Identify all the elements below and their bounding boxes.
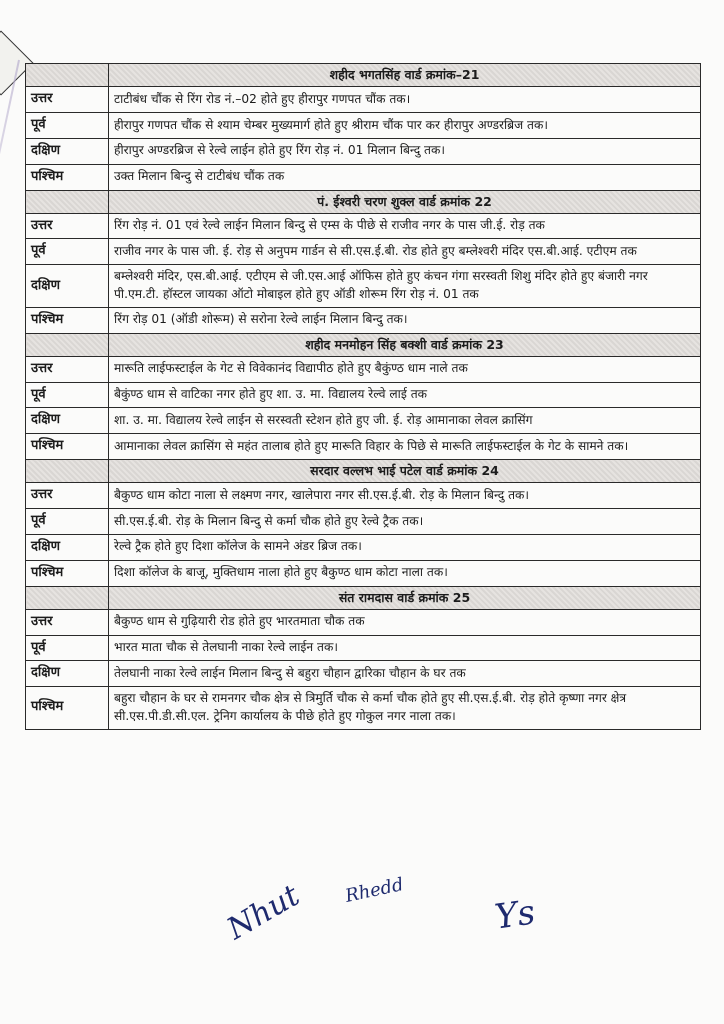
boundary-description: मारूति लाईफस्टाईल के गेट से विवेकानंद विद्यापीठ होते हुए बैकुंण्ठ धाम नाले तक (109, 356, 701, 382)
boundary-row (26, 509, 701, 535)
boundary-description: रिंग रोड़ 01 (ऑडी शोरूम) से सरोना रेल्वे लाईन मिलान बिन्दु तक। (109, 307, 701, 333)
boundary-description: बैकुंण्ठ धाम से वाटिका नगर होते हुए शा. उ. मा. विद्यालय रेल्वे लाई तक (109, 382, 701, 408)
boundary-row (26, 434, 701, 460)
ward-header-row (26, 333, 701, 356)
boundary-row (26, 356, 701, 382)
boundary-direction: उत्तर (26, 483, 109, 509)
ward-header-row (26, 460, 701, 483)
boundary-description: भारत माता चौक से तेलघानी नाका रेल्वे लाईन तक। (109, 635, 701, 661)
boundary-direction: पूर्व (26, 382, 109, 408)
ward-header-blank-cell (26, 333, 109, 356)
boundary-direction: दक्षिण (26, 408, 109, 434)
boundary-direction: उत्तर (26, 356, 109, 382)
ward-header-row (26, 586, 701, 609)
signature-1: Nhut (221, 878, 306, 947)
boundary-description: बैकुण्ठ धाम कोटा नाला से लक्ष्मण नगर, खालेपारा नगर सी.एस.ई.बी. रोड़ के मिलान बिन्दु तक। (109, 483, 701, 509)
boundary-row (26, 483, 701, 509)
boundary-row (26, 687, 701, 729)
boundary-row (26, 138, 701, 164)
boundary-row (26, 239, 701, 265)
ward-title: शहीद मनमोहन सिंह बक्शी वार्ड क्रमांक 23 (109, 333, 701, 356)
ward-title: संत रामदास वार्ड क्रमांक 25 (109, 586, 701, 609)
boundary-row (26, 112, 701, 138)
signature-3: Ys (492, 892, 538, 938)
ward-header-blank-cell (26, 64, 109, 87)
boundary-row (26, 534, 701, 560)
boundary-description: रेल्वे ट्रैक होते हुए दिशा कॉलेज के सामने अंडर ब्रिज तक। (109, 534, 701, 560)
boundary-description: हीरापुर गणपत चौंक से श्याम चेम्बर मुख्यमार्ग होते हुए श्रीराम चौंक पार कर हीरापुर अण्डरब्रिज तक। (109, 112, 701, 138)
boundary-direction: दक्षिण (26, 534, 109, 560)
boundary-direction: दक्षिण (26, 265, 109, 307)
boundary-row (26, 87, 701, 113)
boundary-row (26, 265, 701, 307)
boundary-direction: पूर्व (26, 509, 109, 535)
boundary-direction: दक्षिण (26, 138, 109, 164)
boundary-description: रिंग रोड़ नं. 01 एवं रेल्वे लाईन मिलान बिन्दु से एम्स के पीछे से राजीव नगर के पास जी.ई. रोड़ तक (109, 213, 701, 239)
boundary-direction: पश्चिम (26, 307, 109, 333)
boundary-direction: पूर्व (26, 239, 109, 265)
ward-title: शहीद भगतसिंह वार्ड क्रमांक–21 (109, 64, 701, 87)
ward-header-blank-cell (26, 460, 109, 483)
paper-fold-line (0, 60, 20, 354)
boundary-direction: पश्चिम (26, 687, 109, 729)
boundary-direction: दक्षिण (26, 661, 109, 687)
boundary-description: शा. उ. मा. विद्यालय रेल्वे लाईन से सरस्वती स्टेशन होते हुए जी. ई. रोड़ आमानाका लेवल क्रासिंग (109, 408, 701, 434)
boundary-description: तेलघानी नाका रेल्वे लाईन मिलान बिन्दु से बहुरा चौहान द्वारिका चौहान के घर तक (109, 661, 701, 687)
boundary-description: बम्लेश्वरी मंदिर, एस.बी.आई. एटीएम से जी.एस.आई ऑफिस होते हुए कंचन गंगा सरस्वती शिशु मंदिर होते हुए बंजारी नगर पी.एम.टी. हॉस्टल जायका ऑटो मोबाइल होते हुए ऑडी शोरूम रिंग रोड़ नं. 01 तक (109, 265, 701, 307)
boundary-row (26, 213, 701, 239)
boundary-direction: पश्चिम (26, 560, 109, 586)
boundary-description: उक्त मिलान बिन्दु से टाटीबंध चौंक तक (109, 164, 701, 190)
boundary-description: दिशा कॉलेज के बाजू, मुक्तिधाम नाला होते हुए बैकुण्ठ धाम कोटा नाला तक। (109, 560, 701, 586)
ward-boundaries-table (25, 63, 701, 730)
boundary-row (26, 661, 701, 687)
boundary-row (26, 307, 701, 333)
ward-title: सरदार वल्लभ भाई पटेल वार्ड क्रमांक 24 (109, 460, 701, 483)
boundary-description: राजीव नगर के पास जी. ई. रोड़ से अनुपम गार्डन से सी.एस.ई.बी. रोड होते हुए बम्लेश्वरी मंदिर एस.बी.आई. एटीएम तक (109, 239, 701, 265)
boundary-direction: पश्चिम (26, 434, 109, 460)
signature-2: Rhedd (343, 874, 406, 907)
boundary-direction: पश्चिम (26, 164, 109, 190)
ward-header-blank-cell (26, 190, 109, 213)
boundary-description: बैकुण्ठ धाम से गुढ़ियारी रोड होते हुए भारतमाता चौक तक (109, 609, 701, 635)
boundary-direction: पूर्व (26, 635, 109, 661)
boundary-row (26, 609, 701, 635)
boundary-direction: उत्तर (26, 213, 109, 239)
boundary-row (26, 164, 701, 190)
boundary-row (26, 408, 701, 434)
ward-header-blank-cell (26, 586, 109, 609)
boundary-direction: पूर्व (26, 112, 109, 138)
ward-header-row (26, 64, 701, 87)
boundary-row (26, 560, 701, 586)
boundary-row (26, 635, 701, 661)
boundary-description: हीरापुर अण्डरब्रिज से रेल्वे लाईन होते हुए रिंग रोड़ नं. 01 मिलान बिन्दु तक। (109, 138, 701, 164)
ward-title: पं. ईश्वरी चरण शुक्ल वार्ड क्रमांक 22 (109, 190, 701, 213)
boundary-direction: उत्तर (26, 609, 109, 635)
boundary-direction: उत्तर (26, 87, 109, 113)
boundary-description: आमानाका लेवल क्रासिंग से महंत तालाब होते हुए मारूति विहार के पिछे से मारूति लाईफस्टाईल के गेट के सामने तक। (109, 434, 701, 460)
ward-header-row (26, 190, 701, 213)
boundary-description: बहुरा चौहान के घर से रामनगर चौक क्षेत्र से त्रिमुर्ति चौक से कर्मा चौक होते हुए सी.एस.ई.बी. रोड़ होते कृष्णा नगर क्षेत्र सी.एस.पी.डी.सी.एल. ट्रेनिग कार्यालय के पीछे होते हुए गोकुल नगर नाला तक। (109, 687, 701, 729)
boundary-row (26, 382, 701, 408)
boundary-description: सी.एस.ई.बी. रोड़ के मिलान बिन्दु से कर्मा चौक होते हुए रेल्वे ट्रैक तक। (109, 509, 701, 535)
boundary-description: टाटीबंध चौंक से रिंग रोड नं.–02 होते हुए हीरापुर गणपत चौंक तक। (109, 87, 701, 113)
